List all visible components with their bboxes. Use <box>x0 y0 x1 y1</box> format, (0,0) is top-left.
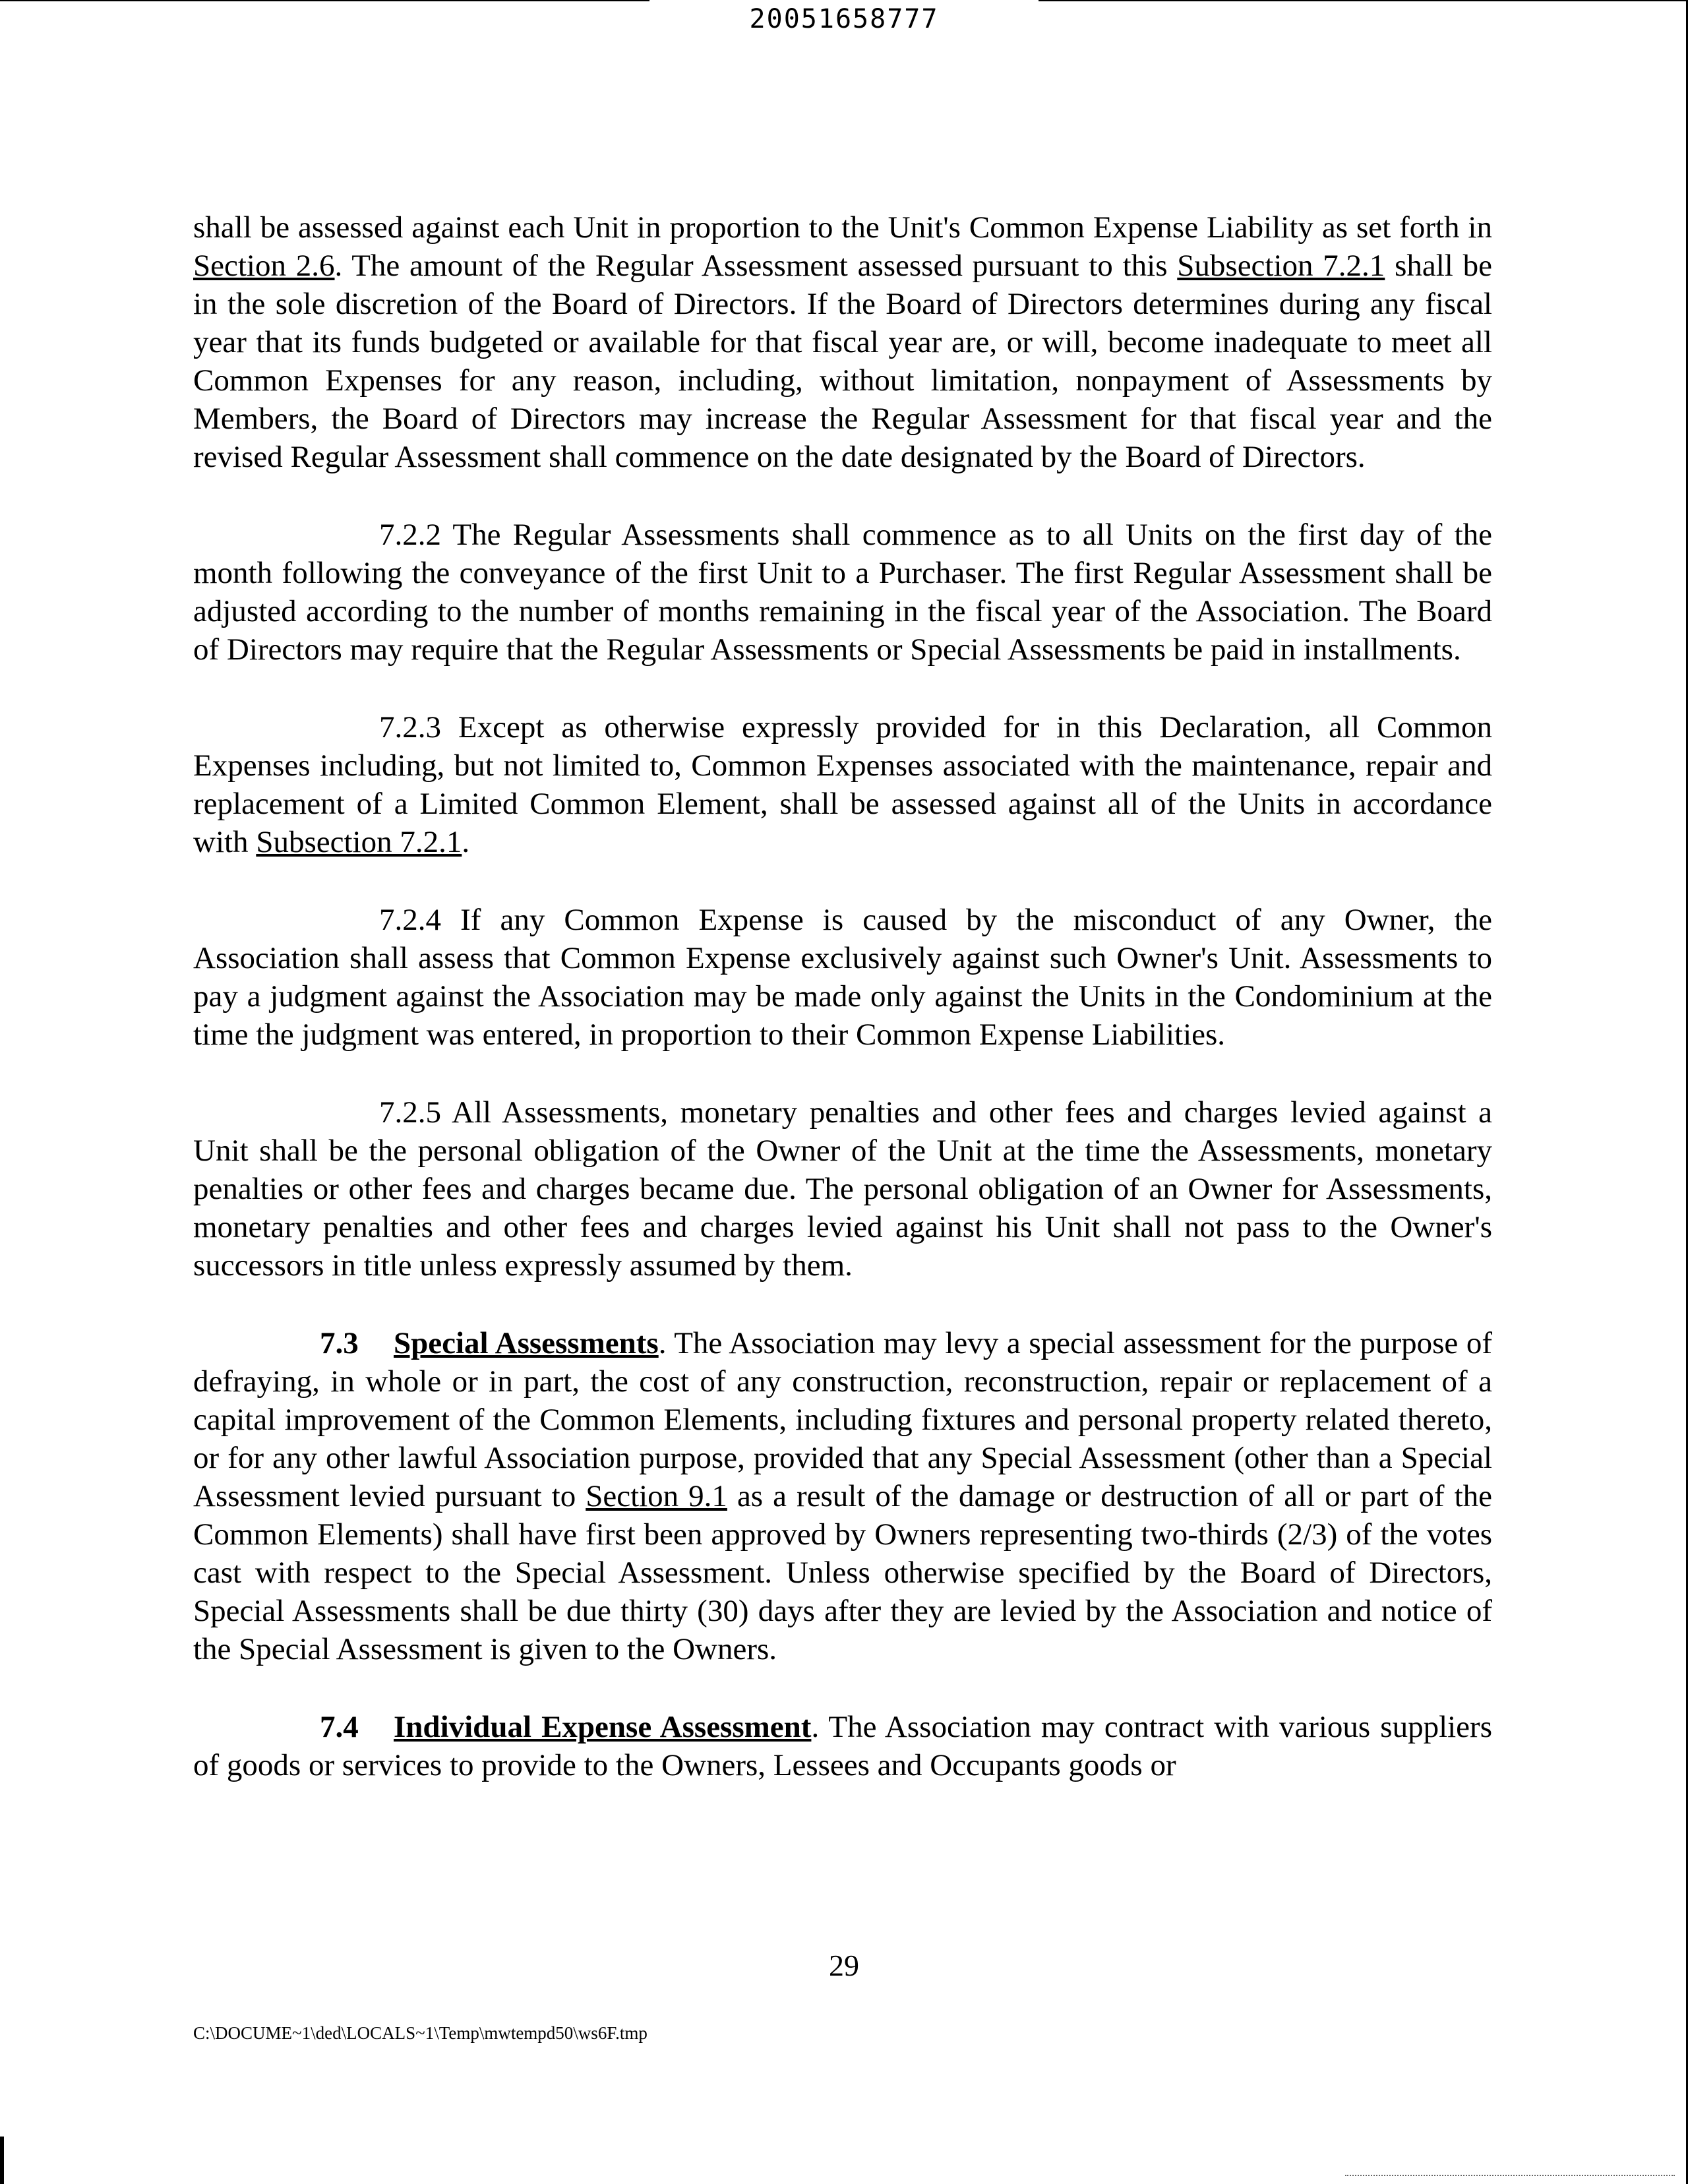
text-run: shall be in the sole discretion of the Board of Directors. If the Board of Directors determines during any fiscal year that its funds budgeted or available for that fiscal year are, or will, become inadequate to meet all Common Expenses for any reason, including, without limitation, nonpayment of Assessments by Members, the Board of Directors may increase the Regular Assessment for that fiscal year and the revised Regular Assessment shall commence on the date designated by the Board of Directors. <box>193 249 1492 474</box>
document-id: 20051658777 <box>749 4 939 34</box>
text-run: shall be assessed against each Unit in proportion to the Unit's Common Expense Liability as set forth in <box>193 210 1492 245</box>
paragraph-7-2-5 <box>193 1093 1492 1285</box>
text-run: . The Association may levy a special assessment for the purpose of defraying, in whole or in part, the cost of any construction, reconstruction, repair or replacement of a capital improvement of the Common Elements, including fixtures and personal property related thereto, or for any other lawful Association purpose, provided that any Special Assessment (other than a Special Assessment levied pursuant to <box>193 1326 1492 1513</box>
text-run: . The amount of the Regular Assessment assessed pursuant to this <box>334 249 1178 283</box>
subsection-reference: Subsection 7.2.1 <box>1177 249 1385 283</box>
scan-edge-mark <box>0 2137 4 2184</box>
section-reference: Section 2.6 <box>193 249 335 283</box>
text-run: as a result of the damage or destruction of all or part of the Common Elements) shall have first been approved by Owners representing two-thirds (2/3) of the votes cast with respect to the Special Assessment. Unless otherwise specified by the Board of Directors, Special Assessments shall be due thirty (30) days after they are levied by the Association and notice of the Special Assessment is given to the Owners. <box>193 1479 1492 1666</box>
section-heading: Special Assessments <box>394 1326 659 1360</box>
text-run: 7.2.2 The Regular Assessments shall commence as to all Units on the first day of the month following the conveyance of the first Unit to a Purchaser. The first Regular Assessment shall be adjusted according to the number of months remaining in the fiscal year of the Association. The Board of Directors may require that the Regular Assessments or Special Assessments be paid in installments. <box>193 518 1492 667</box>
paragraph-7-2-3 <box>193 708 1492 861</box>
text-run: . The Association may contract with various suppliers of goods or services to provide to the Owners, Lessees and Occupants goods or <box>193 1710 1492 1782</box>
section-heading: Individual Expense Assessment <box>394 1710 812 1744</box>
section-number: 7.3 <box>320 1326 359 1360</box>
section-7-4 <box>193 1708 1492 1784</box>
paragraph-continuation <box>193 208 1492 476</box>
text-run: . <box>462 825 470 859</box>
text-run: 7.2.5 All Assessments, monetary penalties and other fees and charges levied against a Unit shall be the personal obligation of the Owner of the Unit at the time the Assessments, monetary penalties or other fees and charges became due. The personal obligation of an Owner for Assessments, monetary penalties and other fees and charges levied against his Unit shall not pass to the Owner's successors in title unless expressly assumed by them. <box>193 1095 1492 1283</box>
top-border-left <box>0 0 649 1</box>
section-7-3 <box>193 1324 1492 1668</box>
document-body <box>193 208 1492 1824</box>
text-run: 7.2.3 Except as otherwise expressly provided for in this Declaration, all Common Expenses including, but not limited to, Common Expenses associated with the maintenance, repair and replacement of a Limited Common Element, shall be assessed against all of the Units in accordance with <box>193 710 1492 859</box>
subsection-reference: Subsection 7.2.1 <box>256 825 462 859</box>
footer-file-path: C:\DOCUME~1\ded\LOCALS~1\Temp\mwtempd50\ws6F.tmp <box>193 2023 648 2043</box>
paragraph-7-2-2 <box>193 516 1492 669</box>
section-reference: Section 9.1 <box>586 1479 727 1513</box>
section-number: 7.4 <box>320 1710 359 1744</box>
scan-artifact-dots <box>1345 2175 1675 2177</box>
page-number: 29 <box>829 1949 859 1982</box>
text-run: 7.2.4 If any Common Expense is caused by the misconduct of any Owner, the Association shall assess that Common Expense exclusively against such Owner's Unit. Assessments to pay a judgment against the Association may be made only against the Units in the Condominium at the time the judgment was entered, in proportion to their Common Expense Liabilities. <box>193 903 1492 1052</box>
top-border-right <box>1039 0 1688 1</box>
paragraph-7-2-4 <box>193 901 1492 1054</box>
